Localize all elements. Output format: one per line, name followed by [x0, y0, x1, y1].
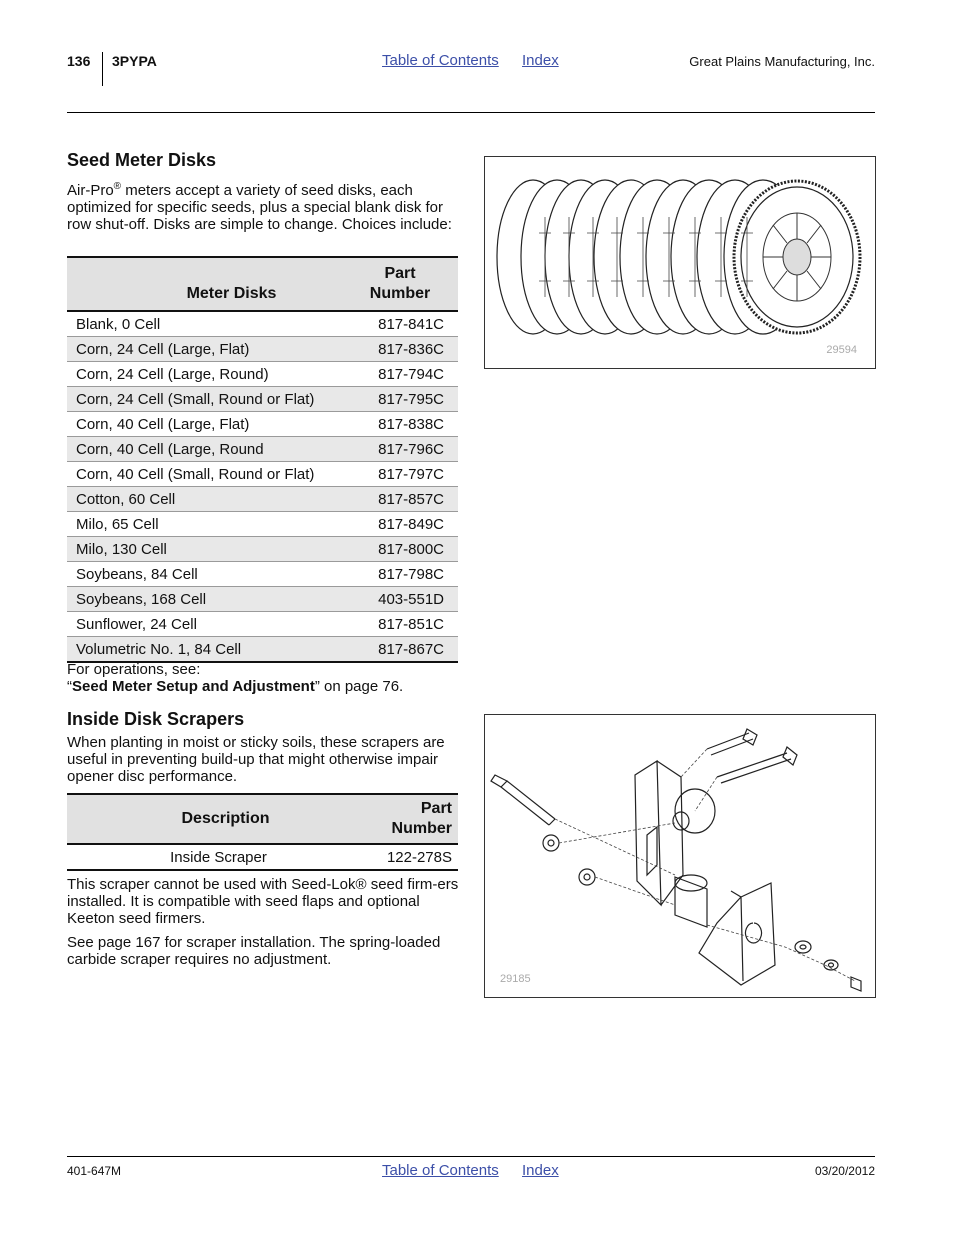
table-row — [67, 637, 458, 663]
disk-name: Volumetric No. 1, 84 Cell — [67, 637, 356, 663]
section-heading-inside-disk-scrapers: Inside Disk Scrapers — [67, 709, 245, 729]
scrapers-table — [67, 795, 458, 871]
part-number: 817-795C — [356, 387, 458, 412]
table-row — [67, 412, 458, 437]
seed-disks-illustration — [485, 157, 875, 368]
table-row — [67, 587, 458, 612]
part-number: 817-867C — [356, 637, 458, 663]
operations-reference — [67, 661, 459, 695]
part-number: 403-551D — [356, 587, 458, 612]
header-rule — [67, 112, 875, 113]
scraper-figure — [484, 714, 876, 998]
disk-name: Corn, 24 Cell (Small, Round or Flat) — [67, 387, 356, 412]
toc-link[interactable]: Table of Contents — [382, 52, 499, 69]
part-number: 817-794C — [356, 362, 458, 387]
table-row — [67, 487, 458, 512]
col-header-part-number: Part Number — [356, 258, 458, 311]
publish-date: 03/20/2012 — [814, 1164, 875, 1178]
disk-name: Corn, 24 Cell (Large, Flat) — [67, 337, 356, 362]
scraper-exploded-illustration — [485, 715, 875, 997]
disk-name: Corn, 40 Cell (Small, Round or Flat) — [67, 462, 356, 487]
ops-rest: ” on page 76. — [314, 678, 404, 695]
disk-name: Sunflower, 24 Cell — [67, 612, 356, 637]
meter-disks-table — [67, 258, 458, 663]
part-number: 817-836C — [356, 337, 458, 362]
part-number: 122-278S — [364, 844, 458, 870]
part-number: 817-857C — [356, 487, 458, 512]
scrapers-note-compatibility: This scraper cannot be used with Seed-Lok® seed firm-ers installed. It is compatible with seed flaps and optional Keeton seed firmers. — [67, 876, 459, 927]
part-number: 817-797C — [356, 462, 458, 487]
part-number: 817-841C — [356, 311, 458, 337]
ops-line: For operations, see: — [67, 661, 201, 678]
disk-name: Blank, 0 Cell — [67, 311, 356, 337]
model-name: 3PYPA — [112, 53, 157, 69]
doc-number: 401-647M — [67, 1164, 122, 1178]
seed-meter-intro — [67, 178, 459, 233]
col-header-part-number: Part Number — [364, 795, 458, 844]
disk-name: Corn, 24 Cell (Large, Round) — [67, 362, 356, 387]
scrapers-table-wrap — [67, 793, 458, 871]
table-row — [67, 362, 458, 387]
scraper-description: Inside Scraper — [67, 844, 364, 870]
figure-number: 29185 — [500, 973, 531, 985]
table-row — [67, 562, 458, 587]
header-divider — [102, 52, 103, 86]
table-row — [67, 387, 458, 412]
scrapers-intro: When planting in moist or sticky soils, these scrapers are useful in preventing build-up that might otherwise impair opener disc performance. — [67, 734, 445, 785]
table-row — [67, 612, 458, 637]
disk-name: Milo, 130 Cell — [67, 537, 356, 562]
part-number: 817-798C — [356, 562, 458, 587]
footer-index-link[interactable]: Index — [522, 1162, 559, 1179]
company-name: Great Plains Manufacturing, Inc. — [689, 54, 875, 69]
footer-rule — [67, 1156, 875, 1157]
meter-disks-table-wrap — [67, 256, 458, 663]
ops-open-quote: “ — [67, 678, 72, 695]
table-row — [67, 537, 458, 562]
disk-name: Cotton, 60 Cell — [67, 487, 356, 512]
part-number: 817-851C — [356, 612, 458, 637]
disk-name: Soybeans, 168 Cell — [67, 587, 356, 612]
table-row — [67, 844, 458, 870]
figure-number: 29594 — [826, 344, 857, 356]
table-row — [67, 437, 458, 462]
page-number: 136 — [67, 53, 91, 69]
disk-name: Milo, 65 Cell — [67, 512, 356, 537]
scrapers-note-installation: See page 167 for scraper installation. The spring-loaded carbide scraper requires no adjustment. — [67, 934, 441, 968]
part-number: 817-849C — [356, 512, 458, 537]
disk-name: Soybeans, 84 Cell — [67, 562, 356, 587]
seed-disks-figure — [484, 156, 876, 369]
table-row — [67, 462, 458, 487]
table-row — [67, 512, 458, 537]
col-header-meter-disks: Meter Disks — [67, 258, 356, 311]
table-row — [67, 311, 458, 337]
ops-link-seed-meter-setup[interactable]: Seed Meter Setup and Adjustment — [72, 678, 315, 695]
part-number: 817-800C — [356, 537, 458, 562]
col-header-description: Description — [67, 795, 364, 844]
part-number: 817-796C — [356, 437, 458, 462]
footer-toc-link[interactable]: Table of Contents — [382, 1162, 499, 1179]
part-number: 817-838C — [356, 412, 458, 437]
disk-name: Corn, 40 Cell (Large, Round — [67, 437, 356, 462]
section-heading-seed-meter-disks: Seed Meter Disks — [67, 150, 217, 170]
table-row — [67, 337, 458, 362]
brand-name: Air-Pro — [67, 182, 114, 199]
index-link[interactable]: Index — [522, 52, 559, 69]
registered-mark: ® — [113, 181, 122, 192]
intro-text: meters accept a variety of seed disks, each optimized for specific seeds, plus a special blank disk for row shut-off. Disks are simple to change. Choices include: — [67, 182, 452, 233]
disk-name: Corn, 40 Cell (Large, Flat) — [67, 412, 356, 437]
